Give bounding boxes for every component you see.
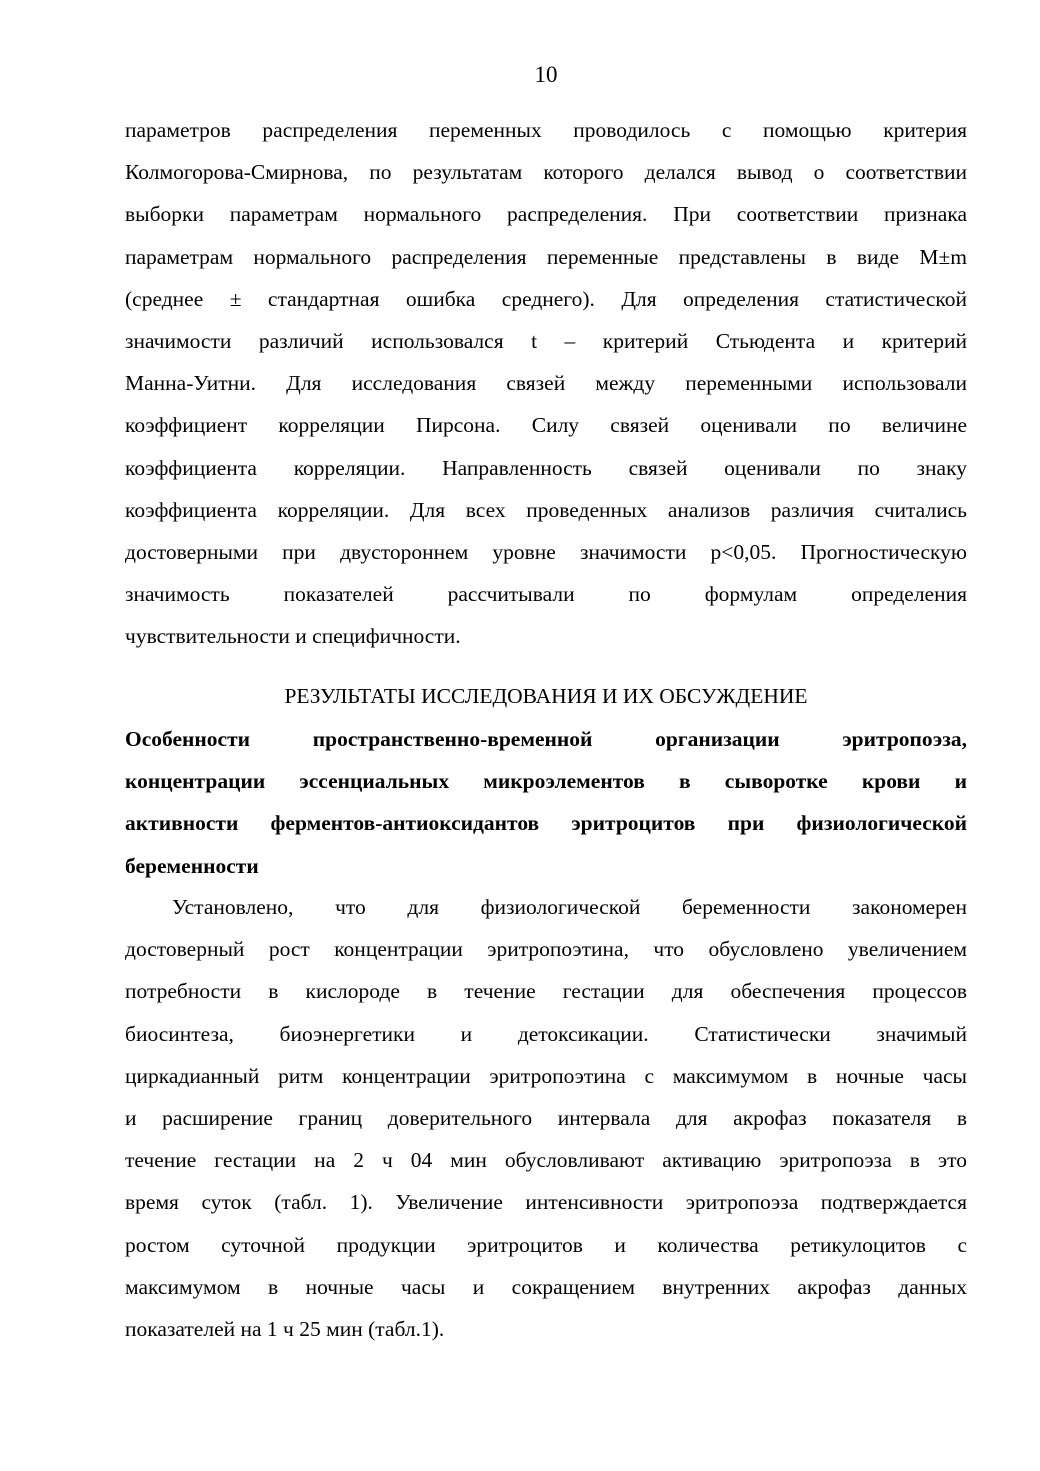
text-line: биосинтеза, биоэнергетики и детоксикации. Статистически значимый: [125, 1021, 967, 1046]
text-line: максимумом в ночные часы и сокращением внутренних акрофаз данных: [125, 1274, 967, 1299]
heading-line: беременности: [125, 853, 259, 878]
section-heading: РЕЗУЛЬТАТЫ ИССЛЕДОВАНИЯ И ИХ ОБСУЖДЕНИЕ: [284, 684, 808, 708]
text-line: ростом суточной продукции эритроцитов и количества ретикулоцитов с: [125, 1232, 967, 1257]
text-line: параметрам нормального распределения переменные представлены в виде M±m: [125, 244, 967, 269]
text-line: потребности в кислороде в течение гестации для обеспечения процессов: [125, 979, 967, 1004]
methods-paragraph: [125, 109, 967, 658]
text-line: Колмогорова-Смирнова, по результатам которого делался вывод о соответствии: [125, 160, 967, 185]
text-line: достоверный рост концентрации эритропоэтина, что обусловлено увеличением: [125, 937, 967, 962]
text-line: течение гестации на 2 ч 04 мин обусловливают активацию эритропоэза в это: [125, 1148, 967, 1173]
page-number: 10: [534, 62, 558, 87]
text-line: и расширение границ доверительного интервала для акрофаз показателя в: [125, 1106, 967, 1131]
text-line: значимость показателей рассчитывали по формулам определения: [125, 582, 967, 607]
heading-line: Особенности пространственно-временной организации эритропоэза,: [125, 727, 967, 751]
subsection-heading: [125, 718, 967, 887]
text-line: Установлено, что для физиологической беременности закономерен: [172, 895, 967, 919]
text-line: коэффициента корреляции. Направленность связей оценивали по знаку: [125, 455, 967, 480]
text-line: параметров распределения переменных проводилось с помощью критерия: [125, 118, 967, 142]
text-line: коэффициента корреляции. Для всех проведенных анализов различия считались: [125, 497, 967, 522]
text-line: достоверными при двустороннем уровне значимости p<0,05. Прогностическую: [125, 540, 967, 565]
text-line: Манна-Уитни. Для исследования связей между переменными использовали: [125, 371, 967, 396]
text-line: выборки параметрам нормального распределения. При соответствии признака: [125, 202, 967, 227]
text-line: (среднее ± стандартная ошибка среднего). Для определения статистической: [125, 286, 967, 311]
results-paragraph: [125, 886, 967, 1350]
text-line: чувствительности и специфичности.: [125, 624, 461, 649]
text-line: значимости различий использовался t – критерий Стьюдента и критерий: [125, 329, 967, 354]
text-line: циркадианный ритм концентрации эритропоэтина с максимумом в ночные часы: [125, 1063, 967, 1088]
text-line: коэффициент корреляции Пирсона. Силу связей оценивали по величине: [125, 413, 967, 438]
heading-line: активности ферментов-антиоксидантов эритроцитов при физиологической: [125, 811, 967, 836]
heading-line: концентрации эссенциальных микроэлементов в сыворотке крови и: [125, 769, 967, 794]
text-line: время суток (табл. 1). Увеличение интенсивности эритропоэза подтверждается: [125, 1190, 967, 1215]
text-line: показателей на 1 ч 25 мин (табл.1).: [125, 1317, 445, 1342]
